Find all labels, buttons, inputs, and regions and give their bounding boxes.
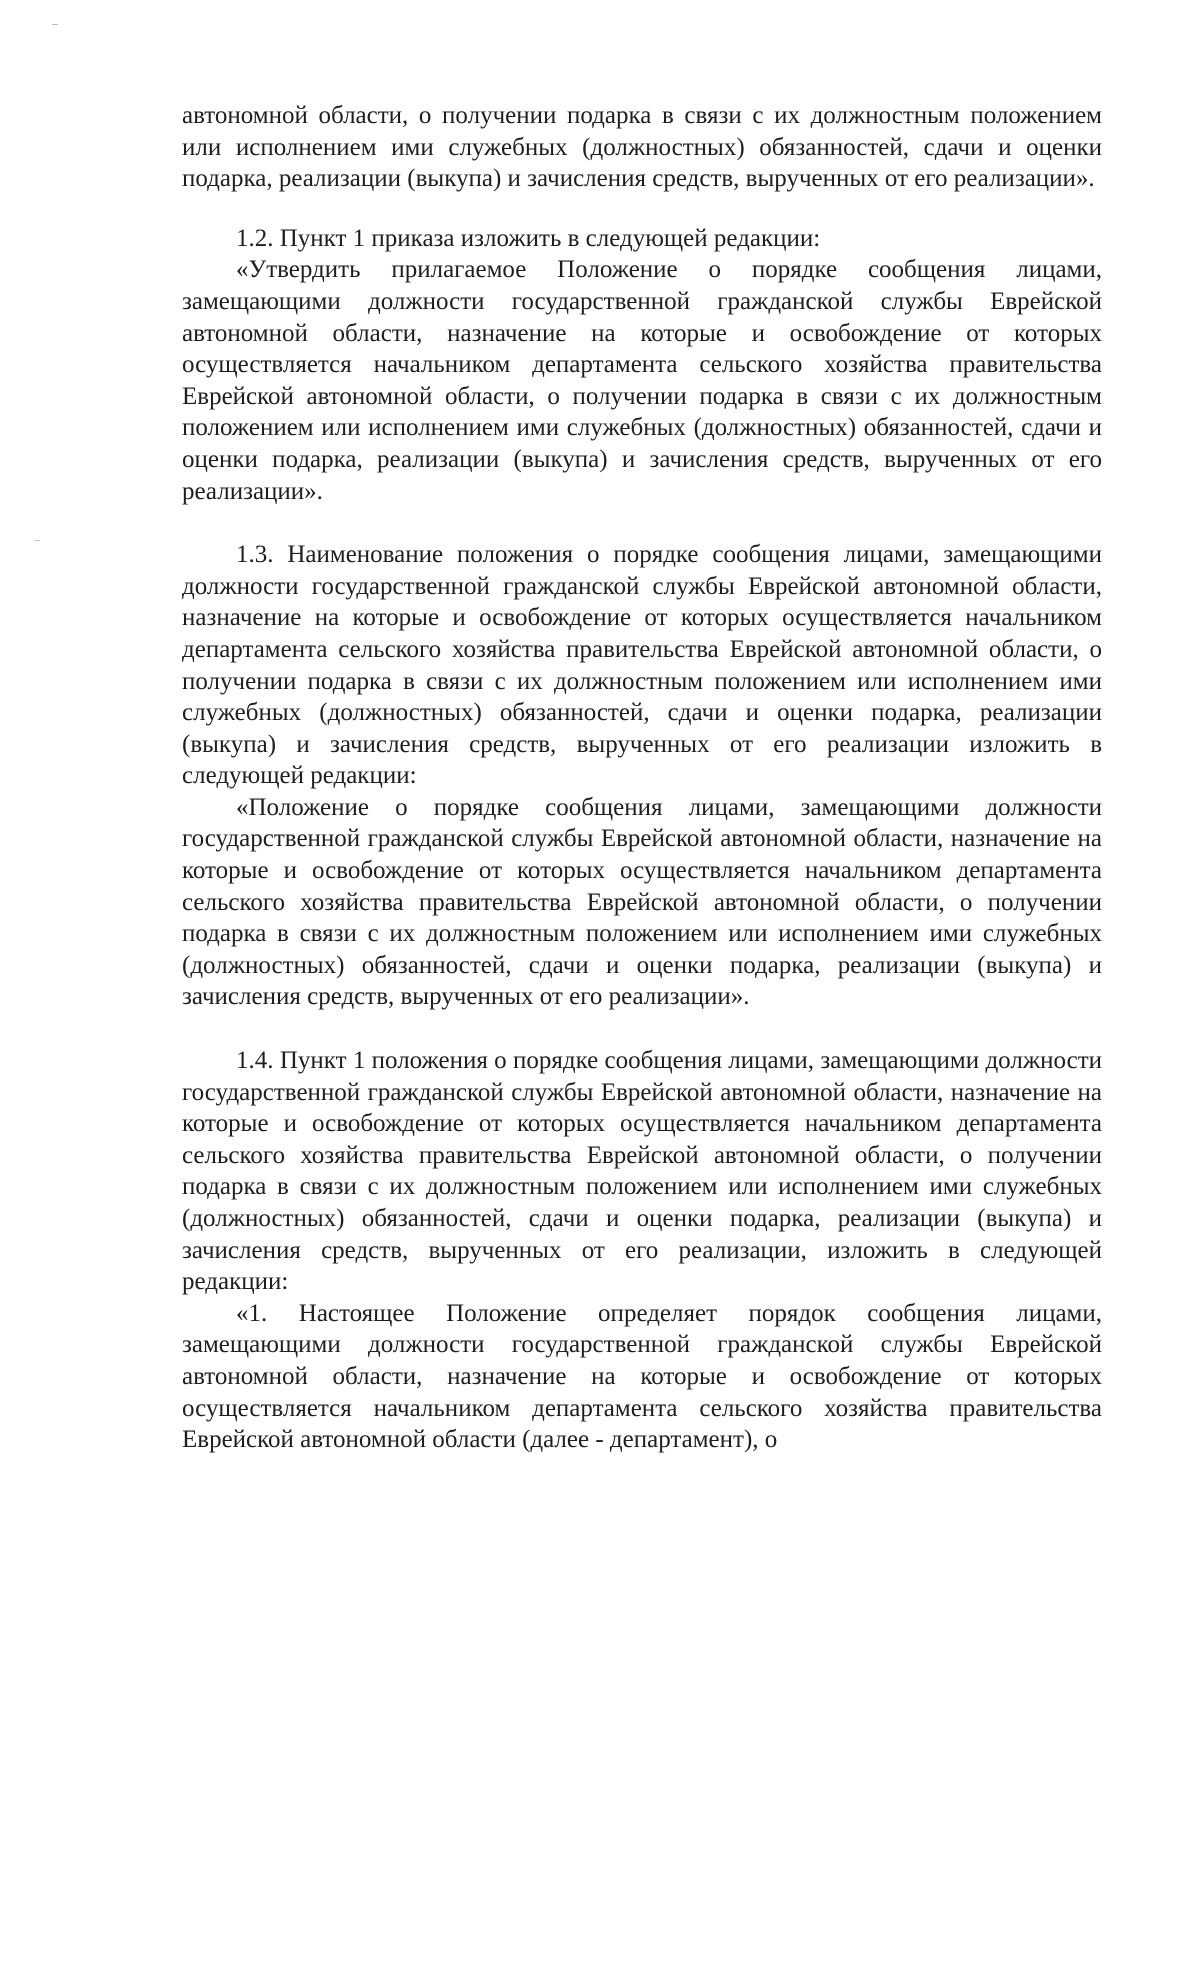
paragraph-continuation: автономной области, о получении подарка в связи с их должностным положением или исполнением ими служебных (должностных) обязанностей, сдачи и оценки подарка, реализации (выкупа) и зачисления средств, вырученных от его реализации».	[182, 102, 1102, 193]
paragraph-gap	[182, 195, 1102, 223]
document-body	[182, 100, 1102, 1456]
paragraph-item-1-4: 1.4. Пункт 1 положения о порядке сообщения лицами, замещающими должности государственной гражданской службы Еврейской автономной области, назначение на которые и освобождение от которых осуществляется начальником департамента сельского хозяйства правительства Еврейской автономной области, о получении подарка в связи с их должностным положением или исполнением ими служебных (должностных) обязанностей, сдачи и оценки подарка, реализации (выкупа) и зачисления средств, вырученных от его реализации, изложить в следующей редакции:	[182, 1047, 1102, 1296]
paragraph-item-1-2: 1.2. Пункт 1 приказа изложить в следующей редакции:	[236, 224, 821, 252]
paragraph-quote-1-4: «1. Настоящее Положение определяет порядок сообщения лицами, замещающими должности государственной гражданской службы Еврейской автономной области, назначение на которые и освобождение от которых осуществляется начальником департамента сельского хозяйства правительства Еврейской автономной области (далее - департамент), о	[182, 1299, 1102, 1454]
paragraph-item-1-3: 1.3. Наименование положения о порядке сообщения лицами, замещающими должности государственной гражданской службы Еврейской автономной области, назначение на которые и освобождение от которых осуществляется начальником департамента сельского хозяйства правительства Еврейской автономной области, о получении подарка в связи с их должностным положением или исполнением ими служебных (должностных) обязанностей, сдачи и оценки подарка, реализации (выкупа) и зачисления средств, вырученных от его реализации изложить в следующей редакции:	[182, 541, 1102, 790]
scan-margin-mark	[52, 24, 58, 25]
paragraph-gap	[182, 1013, 1102, 1045]
paragraph-quote-1-2: «Утвердить прилагаемое Положение о порядке сообщения лицами, замещающими должности государственной гражданской службы Еврейской автономной области, назначение на которые и освобождение от которых осуществляется начальником департамента сельского хозяйства правительства Еврейской автономной области, о получении подарка в связи с их должностным положением или исполнением ими служебных (должностных) обязанностей, сдачи и оценки подарка, реализации (выкупа) и зачисления средств, вырученных от его реализации».	[182, 256, 1102, 505]
paragraph-gap	[182, 507, 1102, 539]
scan-margin-mark	[34, 540, 40, 541]
paragraph-quote-1-3: «Положение о порядке сообщения лицами, замещающими должности государственной гражданской службы Еврейской автономной области, назначение на которые и освобождение от которых осуществляется начальником департамента сельского хозяйства правительства Еврейской автономной области, о получении подарка в связи с их должностным положением или исполнением ими служебных (должностных) обязанностей, сдачи и оценки подарка, реализации (выкупа) и зачисления средств, вырученных от его реализации».	[182, 793, 1102, 1011]
